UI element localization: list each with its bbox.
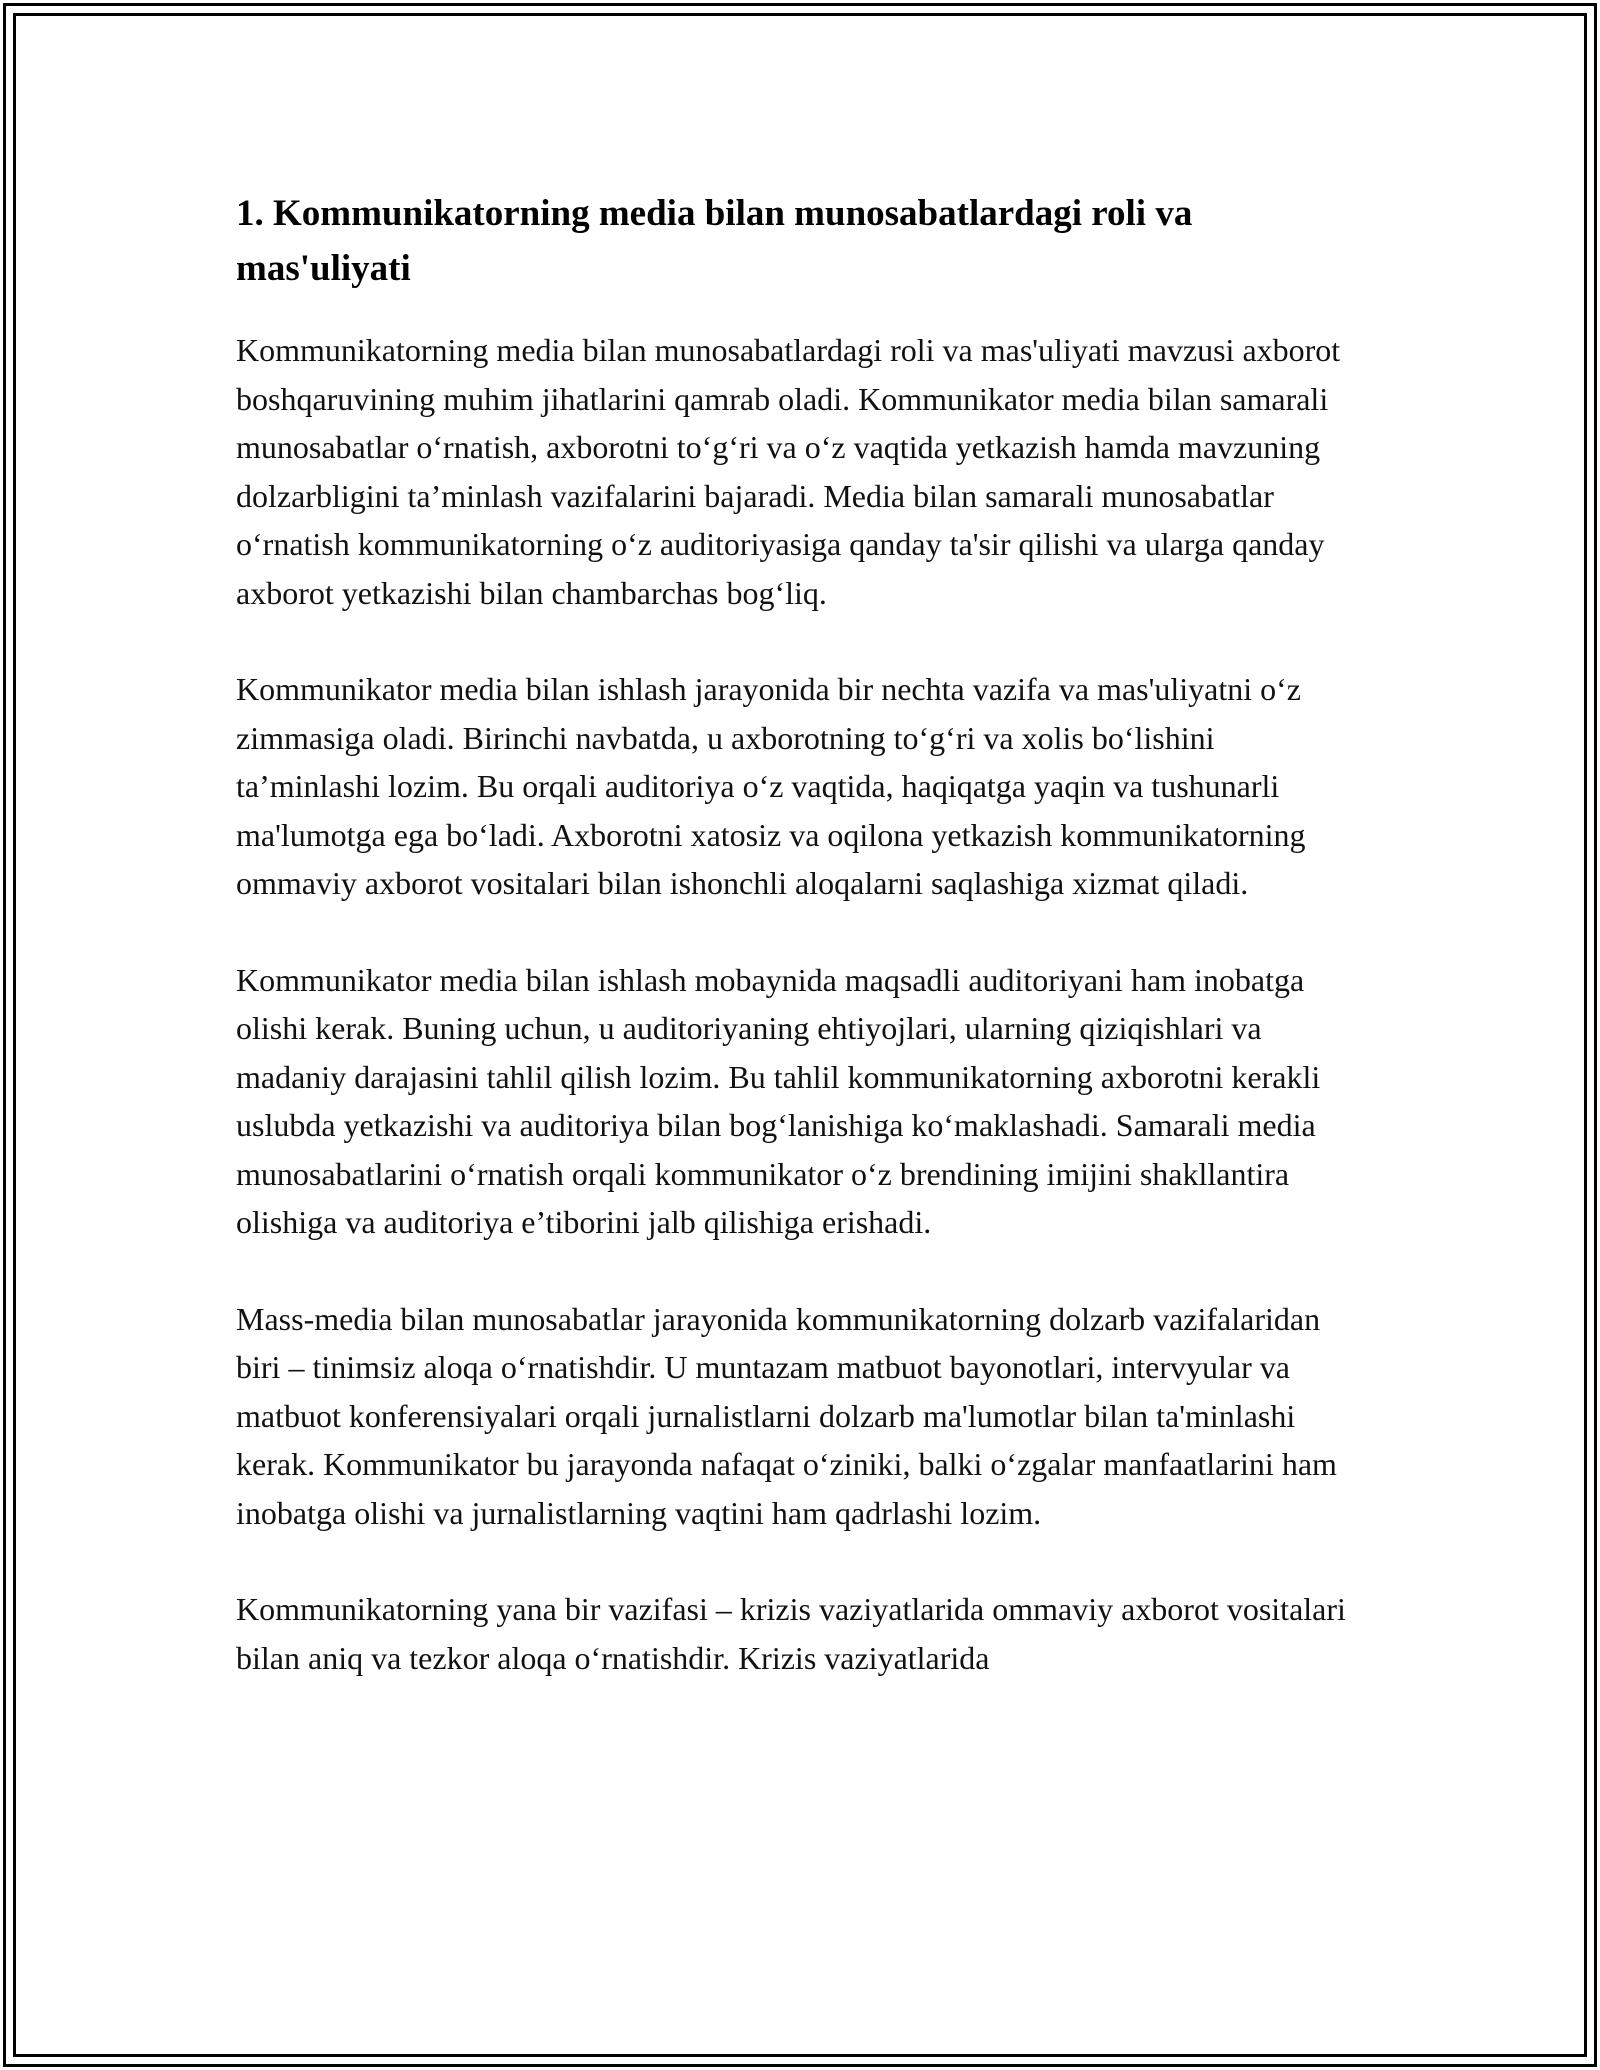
section-heading: 1. Kommunikatorning media bilan munosabatlardagi roli va mas'uliyati	[236, 193, 1193, 289]
paragraph-2: Kommunikator media bilan ishlash jarayonida bir nechta vazifa va mas'uliyatni o‘z zimmasiga oladi. Birinchi navbatda, u axborotning to‘g‘ri va xolis bo‘lishini ta’minlashi lozim. Bu orqali auditoriya o‘z vaqtida, haqiqatga yaqin va tushunarli ma'lumotga ega bo‘ladi. Axborotni xatosiz va oqilona yetkazish kommunikatorning ommaviy axborot vositalari bilan ishonchli aloqalarni saqlashiga xizmat qiladi.	[236, 671, 1306, 901]
document-page	[236, 186, 1366, 1682]
paragraph-3: Kommunikator media bilan ishlash mobaynida maqsadli auditoriyani ham inobatga olishi kerak. Buning uchun, u auditoriyaning ehtiyojlari, ularning qiziqishlari va madaniy darajasini tahlil qilish lozim. Bu tahlil kommunikatorning axborotni kerakli uslubda yetkazishi va auditoriya bilan bog‘lanishiga ko‘maklashadi. Samarali media munosabatlarini o‘rnatish orqali kommunikator o‘z brendining imijini shakllantira olishiga va auditoriya e’tiborini jalb qilishiga erishadi.	[236, 961, 1321, 1240]
paragraph-1: Kommunikatorning media bilan munosabatlardagi roli va mas'uliyati mavzusi axborot boshqaruvining muhim jihatlarini qamrab oladi. Kommunikator media bilan samarali munosabatlar o‘rnatish, axborotni to‘g‘ri va o‘z vaqtida yetkazish hamda mavzuning dolzarbligini ta’minlash vazifalarini bajaradi. Media bilan samarali munosabatlar o‘rnatish kommunikatorning o‘z auditoriyasiga qanday ta'sir qilishi va ularga qanday axborot yetkazishi bilan chambarchas bog‘liq.	[236, 332, 1341, 611]
paragraph-4: Mass-media bilan munosabatlar jarayonida kommunikatorning dolzarb vazifalaridan biri – tinimsiz aloqa o‘rnatishdir. U muntazam matbuot bayonotlari, intervyular va matbuot konferensiyalari orqali jurnalistlarni dolzarb ma'lumotlar bilan ta'minlashi kerak. Kommunikator bu jarayonda nafaqat o‘ziniki, balki o‘zgalar manfaatlarini ham inobatga olishi va jurnalistlarning vaqtini ham qadrlashi lozim.	[236, 1300, 1337, 1531]
paragraph-5: Kommunikatorning yana bir vazifasi – krizis vaziyatlarida ommaviy axborot vositalari bilan aniq va tezkor aloqa o‘rnatishdir. Krizis vaziyatlarida	[236, 1591, 1346, 1676]
